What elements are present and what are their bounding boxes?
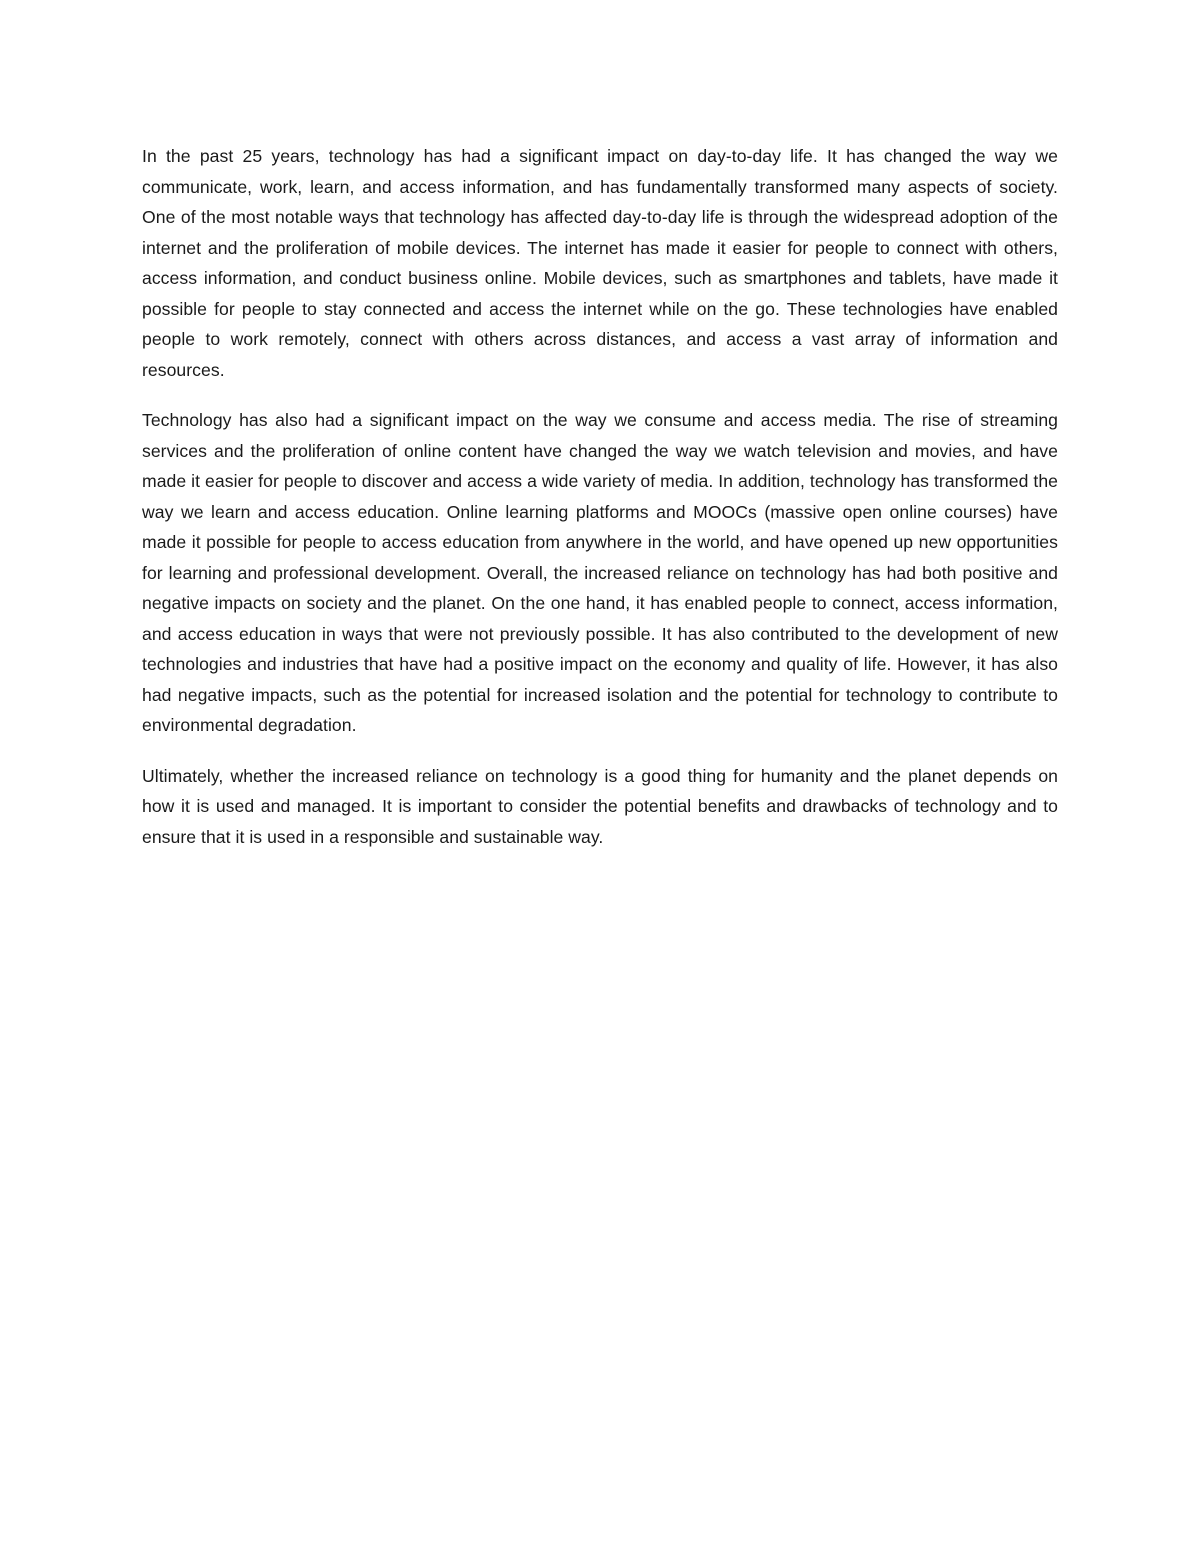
document-body [142,141,1058,872]
paragraph-2: Technology has also had a significant impact on the way we consume and access media. The rise of streaming services and the proliferation of online content have changed the way we watch television and movies, and have made it easier for people to discover and access a wide variety of media. In addition, technology has transformed the way we learn and access education. Online learning platforms and MOOCs (massive open online courses) have made it possible for people to access education from anywhere in the world, and have opened up new opportunities for learning and professional development. Overall, the increased reliance on technology has had both positive and negative impacts on society and the planet. On the one hand, it has enabled people to connect, access information, and access education in ways that were not previously possible. It has also contributed to the development of new technologies and industries that have had a positive impact on the economy and quality of life. However, it has also had negative impacts, such as the potential for increased isolation and the potential for technology to contribute to environmental degradation. [142,410,1058,735]
paragraph-1: In the past 25 years, technology has had a significant impact on day-to-day life. It has changed the way we communicate, work, learn, and access information, and has fundamentally transformed many aspects of society. One of the most notable ways that technology has affected day-to-day life is through the widespread adoption of the internet and the proliferation of mobile devices. The internet has made it easier for people to connect with others, access information, and conduct business online. Mobile devices, such as smartphones and tablets, have made it possible for people to stay connected and access the internet while on the go. These technologies have enabled people to work remotely, connect with others across distances, and access a vast array of information and resources. [142,146,1058,380]
paragraph-3: Ultimately, whether the increased reliance on technology is a good thing for humanity and the planet depends on how it is used and managed. It is important to consider the potential benefits and drawbacks of technology and to ensure that it is used in a responsible and sustainable way. [142,765,1058,847]
